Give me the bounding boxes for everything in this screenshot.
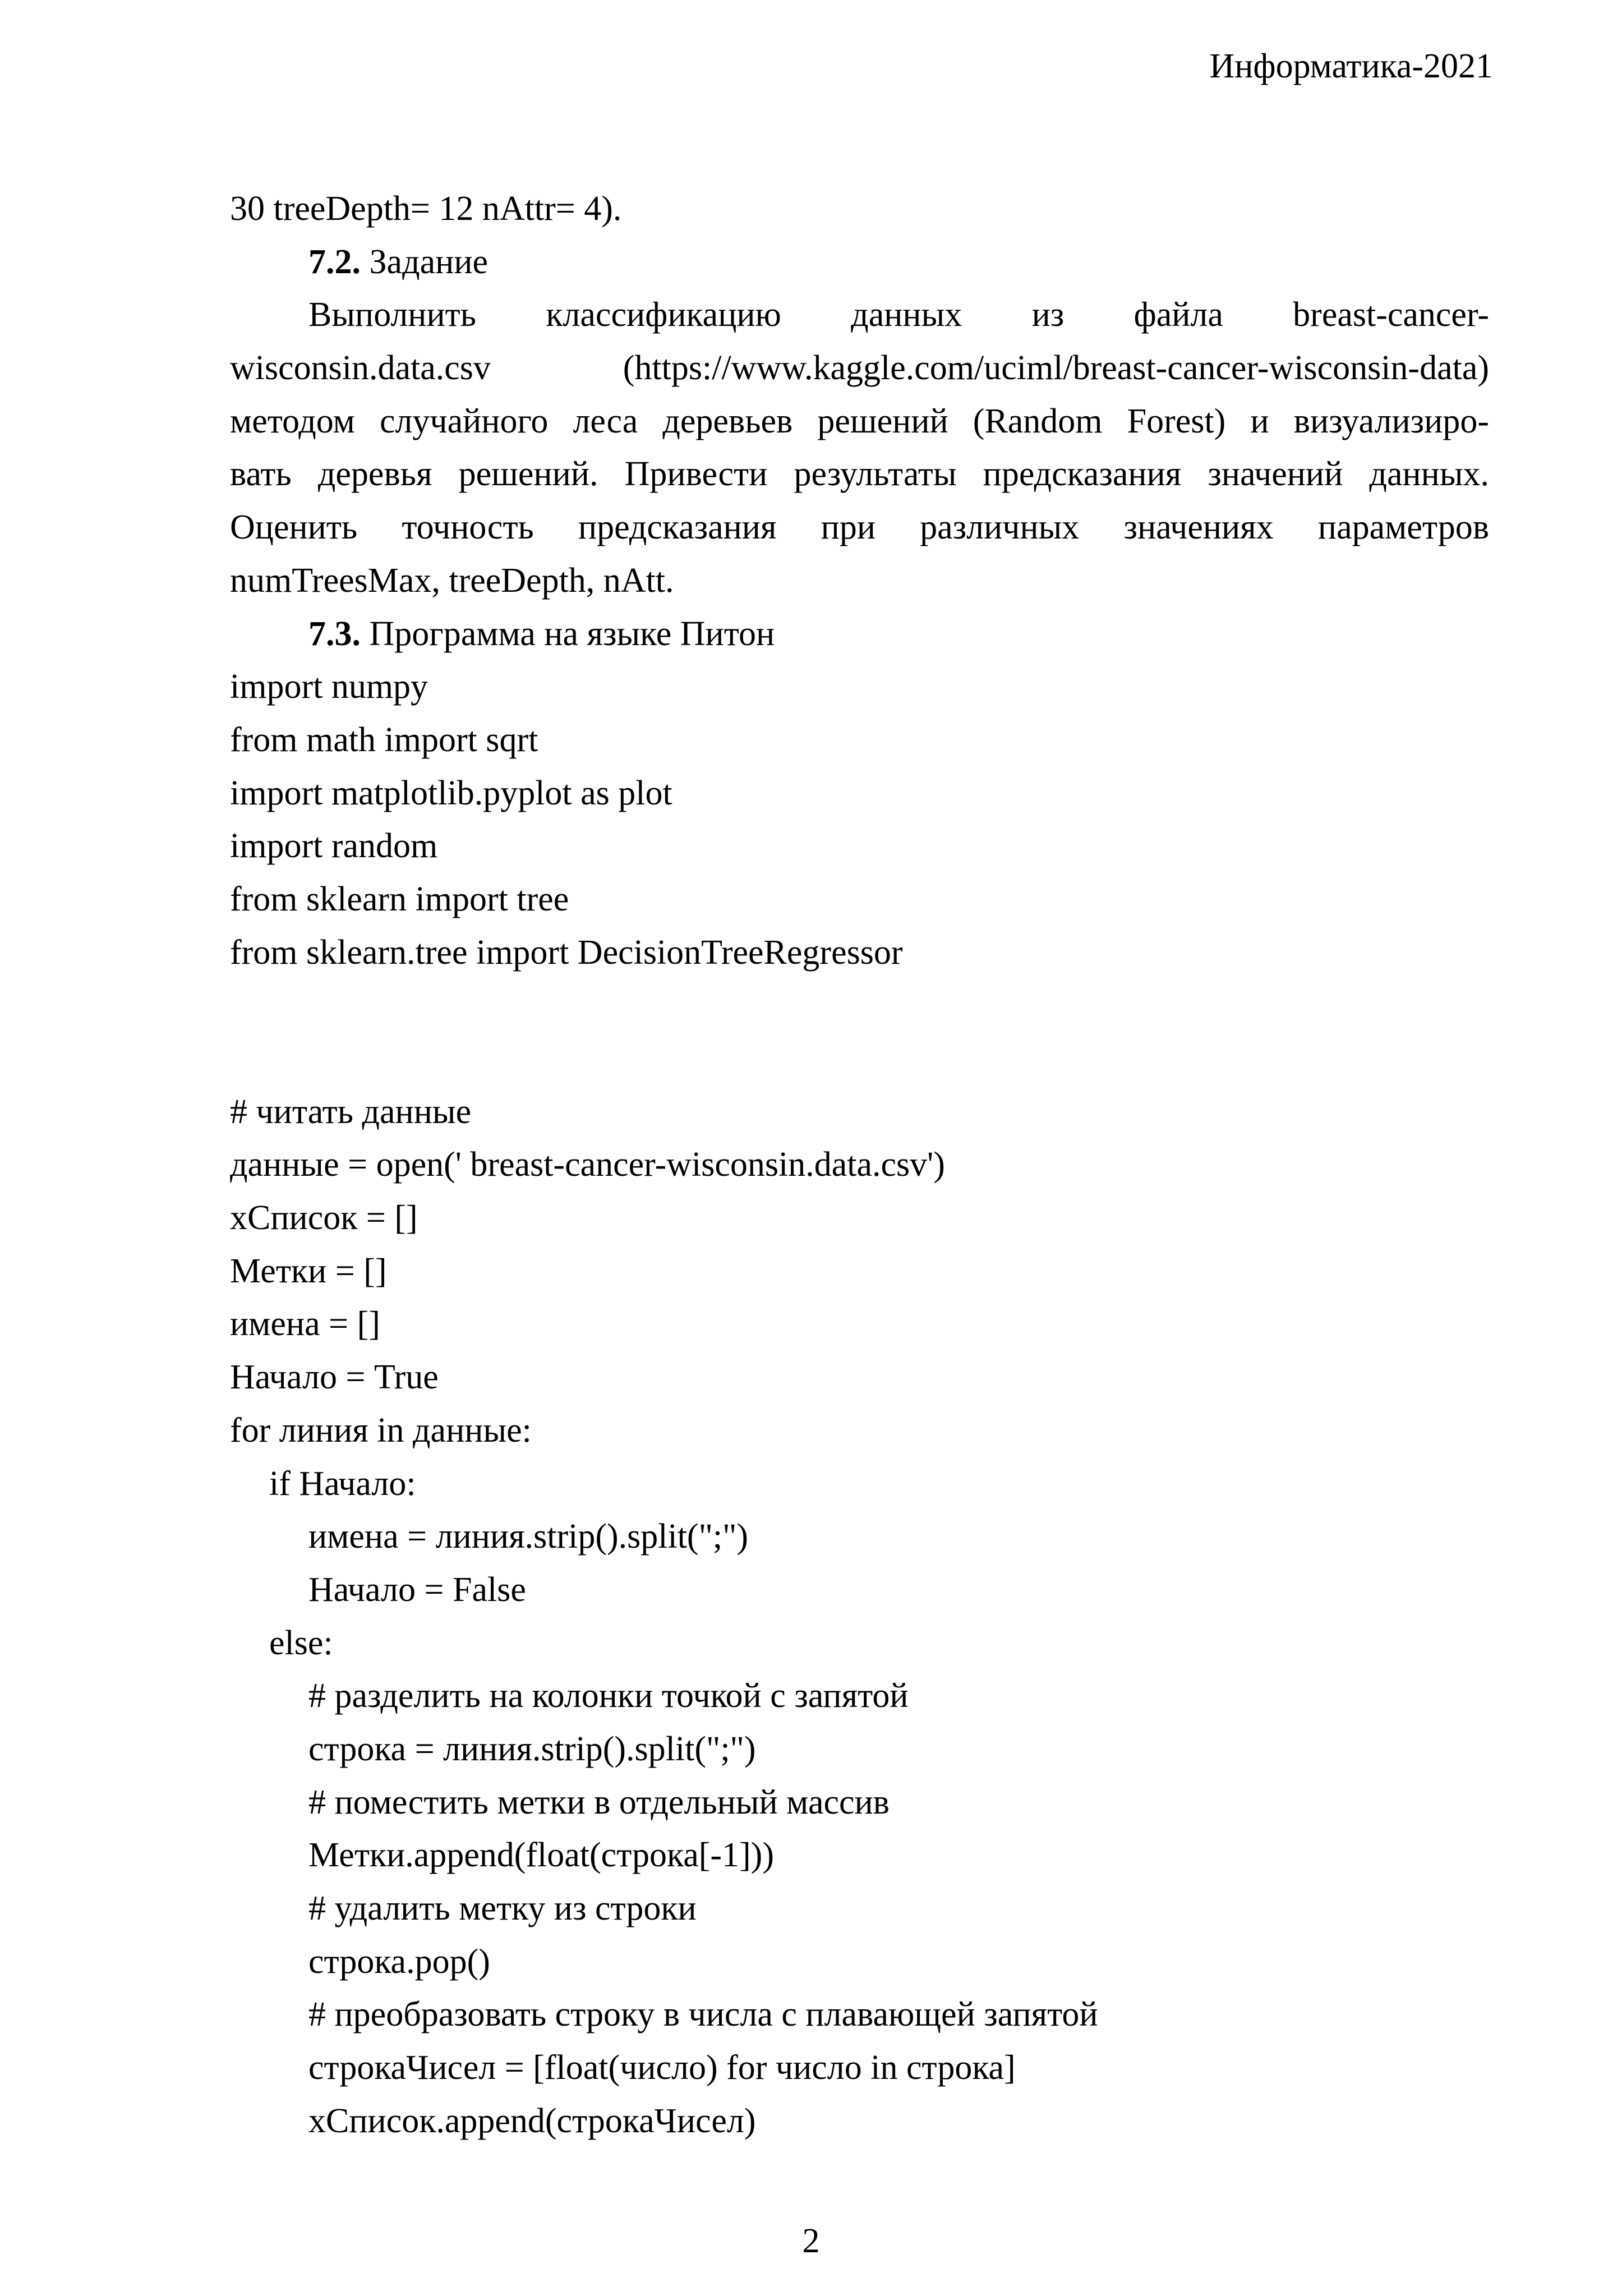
- code-line: from math import sqrt: [230, 720, 538, 759]
- section-7-2-heading: [230, 236, 1489, 289]
- section-number: 7.2.: [308, 242, 361, 281]
- code-line: xСписок.append(строкаЧисел): [308, 2101, 756, 2140]
- code-line: данные = open(' breast-cancer-wisconsin.data.csv'): [230, 1145, 945, 1184]
- code-line: строка = линия.strip().split(";"): [308, 1729, 756, 1768]
- code-line: строка.pop(): [308, 1942, 490, 1981]
- section-title: Задание: [369, 242, 489, 281]
- section-number: 7.3.: [308, 614, 361, 653]
- code-line: имена = []: [230, 1305, 380, 1343]
- code-line: import random: [230, 827, 438, 866]
- code-line: from sklearn import tree: [230, 880, 569, 918]
- code-line: # поместить метки в отдельный массив: [308, 1783, 890, 1821]
- task-paragraph-line: вать деревья решений. Привести результаты предсказания значений данных.: [230, 455, 1489, 494]
- code-line: xСписок = []: [230, 1199, 418, 1237]
- section-title: Программа на языке Питон: [369, 614, 775, 653]
- code-line: # разделить на колонки точкой с запятой: [308, 1677, 909, 1715]
- task-paragraph-line: методом случайного леса деревьев решений (Random Forest) и визуализиро-: [230, 402, 1489, 440]
- code-line: import numpy: [230, 668, 428, 706]
- code-line: from sklearn.tree import DecisionTreeRegressor: [230, 933, 903, 972]
- section-7-3-heading: [230, 608, 1489, 661]
- page-number: 2: [802, 2222, 820, 2260]
- task-paragraph-line: Выполнить классификацию данных из файла breast-cancer-: [308, 296, 1489, 334]
- code-line: Начало = False: [308, 1570, 526, 1609]
- code-line: import matplotlib.pyplot as plot: [230, 774, 672, 812]
- code-line: # удалить метку из строки: [308, 1889, 697, 1928]
- code-line: строкаЧисел = [float(число) for число in строка]: [308, 2049, 1016, 2087]
- body-text: [230, 182, 1489, 2147]
- code-line: Начало = True: [230, 1358, 439, 1397]
- running-header: Информатика-2021: [1209, 47, 1493, 85]
- code-line: Метки = []: [230, 1251, 387, 1290]
- blank-space: [230, 979, 1489, 1085]
- code-line: # читать данные: [230, 1092, 472, 1131]
- task-paragraph-line: numTreesMax, treeDepth, nAtt.: [230, 561, 674, 600]
- code-line: for линия in данные:: [230, 1411, 532, 1450]
- code-line: имена = линия.strip().split(";"): [308, 1517, 749, 1556]
- code-line: if Начало:: [269, 1464, 416, 1503]
- code-line: Метки.append(float(строка[-1])): [308, 1836, 774, 1875]
- code-line: # преобразовать строку в числа с плавающей запятой: [308, 1995, 1098, 2034]
- code-line: else:: [269, 1623, 333, 1662]
- task-paragraph-line: Оценить точность предсказания при различных значениях параметров: [230, 508, 1489, 547]
- carry-over-line: 30 treeDepth= 12 nAttr= 4).: [230, 190, 622, 228]
- task-paragraph-line: wisconsin.data.csv (https://www.kaggle.com/uciml/breast-cancer-wisconsin-data): [230, 349, 1489, 388]
